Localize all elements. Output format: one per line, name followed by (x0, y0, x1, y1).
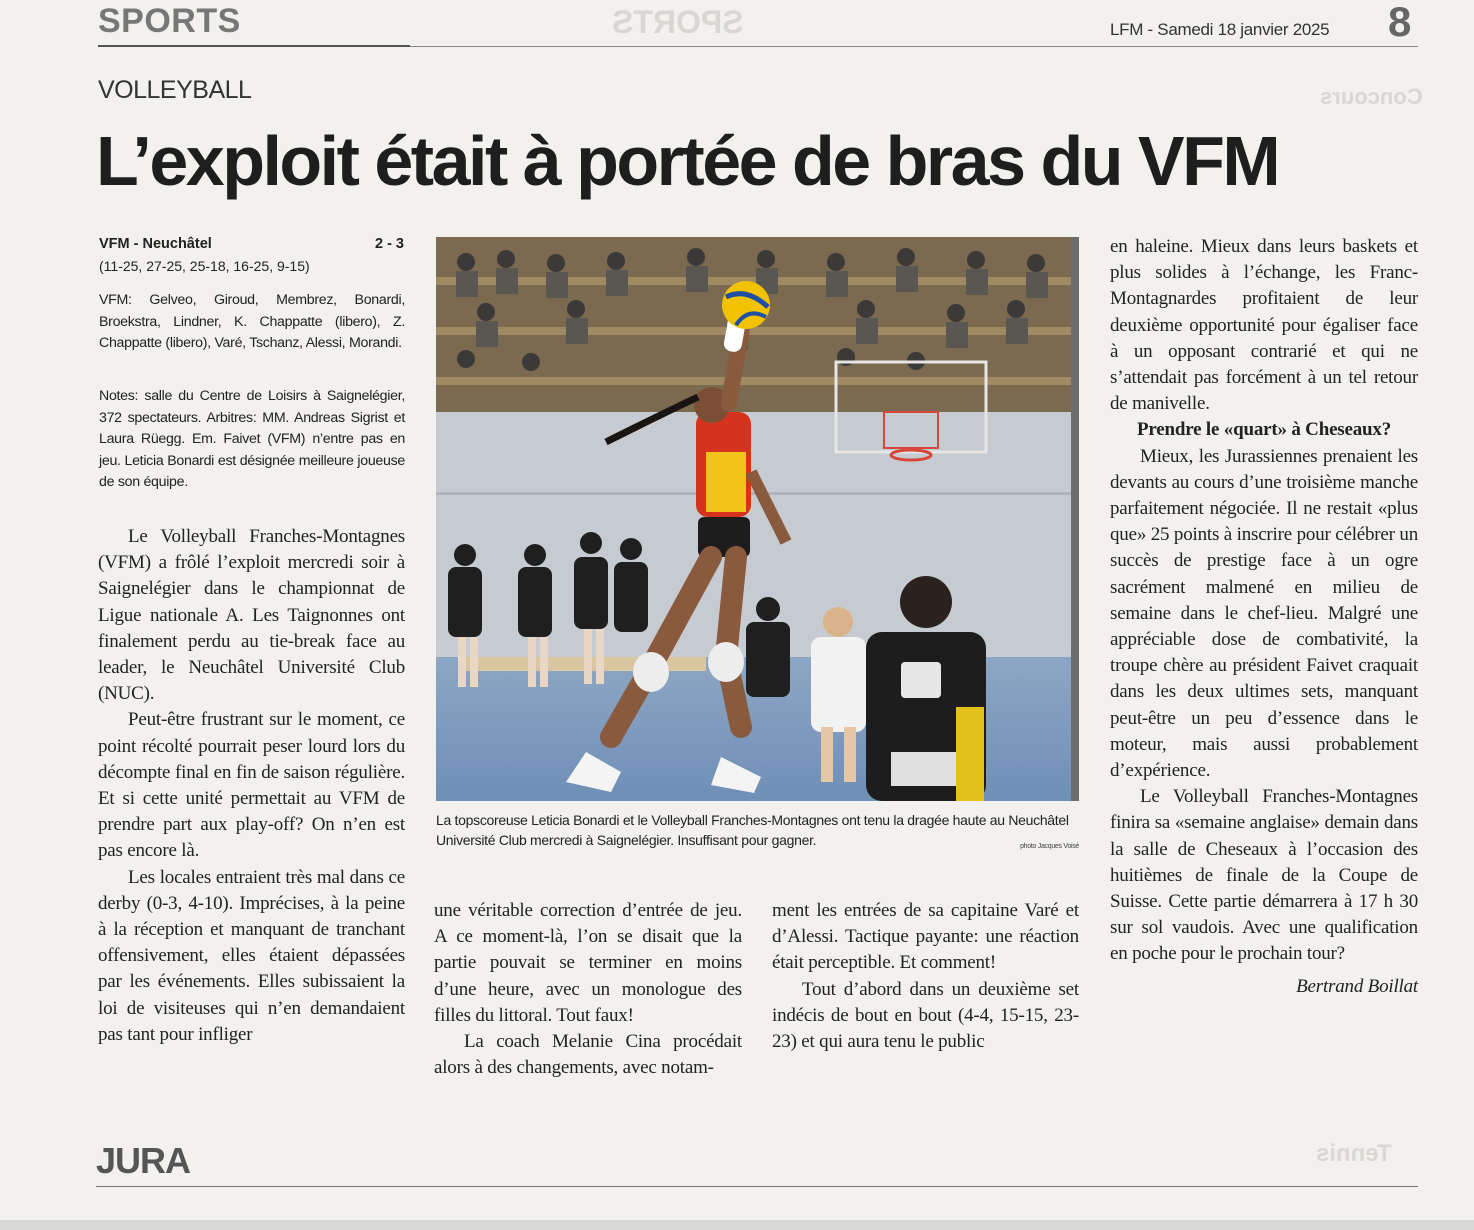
match-lineup: VFM: Gelveo, Giroud, Membrez, Bonardi, Broekstra, Lindner, K. Chappatte (libero), Z. Chappatte (libero), Varé, Tschanz, Alessi, Morandi. (99, 292, 405, 351)
paragraph: Les locales entraient très mal dans ce derby (0-3, 4-10). Imprécises, à la peine à la réception et manquant de tranchant offensivement, elles étaient dépassées par les événements. Elles subissaient la loi de visiteuses qui n’en demandaient pas tant pour infliger (98, 866, 405, 1045)
article-column-4 (1110, 234, 1418, 1000)
caption-text: La topscoreuse Leticia Bonardi et le Volleyball Franches-Montagnes ont tenu la dragée haute au Neuchâtel Université Club mercredi à Saignelégier. Insuffisant pour gagner. (436, 812, 1069, 848)
paragraph: La coach Melanie Cina procédait alors à des changements, avec notam- (434, 1031, 742, 1079)
match-score-row (99, 236, 404, 252)
article-column-2 (434, 898, 742, 1081)
author-signature: Bertrand Boillat (1296, 975, 1418, 997)
scan-edge (0, 1220, 1474, 1230)
match-score: 2 - 3 (374, 236, 404, 252)
match-sets: (11-25, 27-25, 25-18, 16-25, 9-15) (99, 258, 310, 274)
paragraph: Mieux, les Jurassiennes prenaient les devants au cours d’une troisième manche parfaitement négociée. Il ne restait «plus que» 25 points à inscrire pour célébrer un succès de prestige face à un ogre sacrément malmené en milieu de semaine dans le chef-lieu. Malgré une appréciable dose de combativité, la troupe chère au président Faivet craquait dans les deux ultimes sets, manquant peut-être un peu d’essence dans le moteur, mais aussi probablement d’expérience. (1110, 445, 1418, 782)
footer-section-title: JURA (96, 1140, 191, 1181)
volleyball-photo-illustration (436, 237, 1079, 801)
page-number: 8 (1388, 0, 1412, 45)
headline: L’exploit était à portée de bras du VFM (96, 122, 1279, 200)
section-title: SPORTS (98, 2, 241, 40)
photo-credit: photo Jacques Voisé (1020, 843, 1079, 850)
date-line: LFM - Samedi 18 janvier 2025 (1110, 20, 1330, 39)
show-through-text: Concours (1320, 84, 1423, 109)
article-column-3 (772, 898, 1079, 1055)
header-rule (410, 46, 1418, 47)
show-through-text: Tennis (1316, 1140, 1392, 1167)
paragraph: en haleine. Mieux dans leurs baskets et plus solides à l’échange, les Franc-Montagnardes profitaient de leur deuxième opportunité pour égaliser face à un opposant contrarié et qui ne s’attendait pas forcément à un tel retour de manivelle. (1110, 236, 1418, 415)
paragraph: une véritable correction d’entrée de jeu. A ce moment-là, l’on se disait que la partie pouvait se terminer en moins d’une heure, avec un monologue des filles du littoral. Tout faux! (434, 900, 742, 1026)
paragraph: Peut-être frustrant sur le moment, ce point récolté pourrait peser lourd lors du décompte final en fin de saison régulière. Et si cette unité permettait au VFM de prendre part aux play-off? On n’en est pas encore là. (98, 709, 405, 862)
volleyball-photo (436, 237, 1079, 801)
footer-rule (96, 1186, 1418, 1187)
subheading: Prendre le «quart» à Cheseaux? (1136, 419, 1391, 441)
show-through-text: SPORTS (612, 4, 744, 40)
header-rule (98, 45, 410, 47)
paragraph: ment les entrées de sa capitaine Varé et d’Alessi. Tactique payante: une réaction était perceptible. Et comment! (772, 900, 1079, 974)
paragraph: Tout d’abord dans un deuxième set indécis de bout en bout (4-4, 15-15, 23-23) et qui aura tenu le public (772, 978, 1079, 1053)
match-notes: Notes: salle du Centre de Loisirs à Saignelégier, 372 spectateurs. Arbitres: MM. Andreas Sigrist et Laura Rüegg. Em. Faivet (VFM) n’entre pas en jeu. Leticia Bonardi est désignée meilleure joueuse de son équipe. (99, 388, 405, 490)
article-column-1 (98, 524, 405, 1048)
paragraph: Le Volleyball Franches-Montagnes (VFM) a frôlé l’exploit mercredi soir à Saignelégier dans le championnat de Ligue nationale A. Les Taignonnes ont finalement perdu au tie-break face au leader, le Neuchâtel Université Club (NUC). (98, 526, 405, 705)
paragraph: Le Volleyball Franches-Montagnes finira sa «semaine anglaise» demain dans la salle de Cheseaux à l’occasion des huitièmes de finale de la Coupe de Suisse. Cette partie démarrera à 17 h 30 sur sol vaudois. Avec une qualification en poche pour le prochain tour? (1110, 786, 1418, 965)
match-teams: VFM - Neuchâtel (99, 236, 212, 252)
photo-caption (436, 810, 1079, 857)
rubric: VOLLEYBALL (98, 76, 252, 104)
